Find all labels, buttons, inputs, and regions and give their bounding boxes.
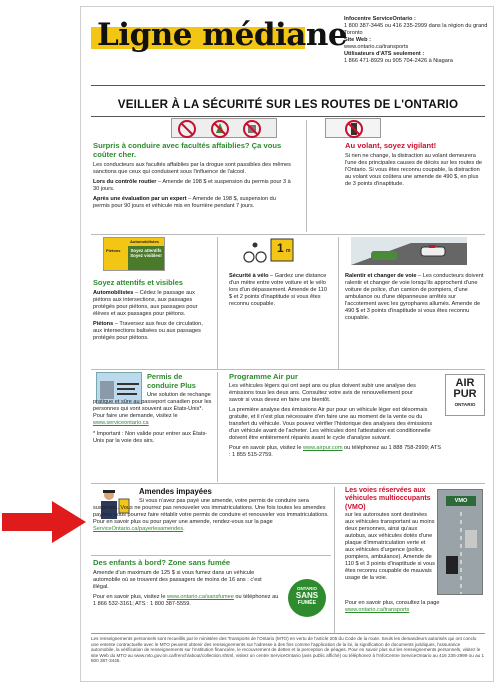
impaired-title: Surpris à conduire avec facultés affaiblies? Ça vous coûter cher. (93, 141, 282, 159)
slowdown-label: Ralentir et changer de voie (345, 273, 417, 279)
fines-section (93, 487, 331, 533)
badge-bottom: FUMÉE (297, 600, 317, 606)
smoke-text: Amende d'un maximum de 125 $ si vous fumez dans un véhicule automobile où se trouvent des passagers de moins de 16 ans : c'est illégal. (93, 570, 262, 590)
attentive-label-2: Piétons (93, 321, 114, 327)
smoke-link[interactable]: www.ontario.ca/sansfumee (167, 594, 234, 600)
attentive-text-1: – Cédez le passage aux piétons aux intersections, aux passages protégés pour piétons, aux passages pour élèves et aux passages pour piétons. (93, 290, 198, 317)
sign-top-text: Automobilistes (130, 239, 159, 244)
impaired-intro: Les conducteurs aux facultés affaiblies par la drogue sont passibles des mêmes sanctions que ceux qui conduisent sous l'influence de l'alcool. (93, 162, 291, 175)
airpur-section (229, 372, 443, 459)
contact-text: www.ontario.ca/transports (344, 44, 409, 50)
contact-text: 1 866 471-8929 ou 905 704-2426 à Niagara (344, 58, 453, 64)
sign-bottom-text: Soyez visibles! (130, 253, 162, 258)
hov-text: sur les autoroutes sont destinées aux véhicules transportant au moins deux personnes, ainsi qu'aux autobus, aux véhicules dotés d'une plaque d'immatriculation verte et aux véhicules d'urgence (police, pompiers, ambulance). Amende de 110 $ et 3 points d'inaptitude si vous êtes reconnu coupable de mauvais usage de la voie. (345, 512, 435, 582)
smoke-more-b: ou téléphonez au 1 866 532-3161; ATS : 1 800 387-5559. (93, 594, 279, 607)
bike-text: – Gardez une distance d'un mètre entre votre voiture et le vélo lors d'un dépassement. Amende de 110 $ et 2 points d'inaptitude si vous êtes reconnu coupable. (229, 273, 327, 307)
permit-text: Une solution de rechange pratique et sûre au passeport canadien pour les personnes qui vont souvent aux États-Unis*. Pour faire une demande, visitez le (93, 392, 212, 419)
hov-section (345, 487, 435, 582)
hov-road-image (437, 489, 483, 595)
newsletter-page (80, 6, 494, 682)
hov-more-text: Pour en savoir plus, consultez la page (345, 600, 440, 606)
vigilant-text: Si rien ne change, la distraction au volant demeurera l'une des principales causes de décès sur les routes de l'Ontario. Si vous êtes reconnu coupable, la distraction au volant vous coûtera une amende de 490 $, en plus de 3 points d'inaptitude. (345, 153, 482, 187)
pedestrian-sign (103, 237, 165, 271)
bike-label: Sécurité à vélo (229, 273, 269, 279)
attentive-section (93, 278, 213, 342)
impaired-section (93, 141, 293, 210)
impaired-label-1: Lors du contrôle routier (93, 179, 157, 185)
divider (338, 237, 339, 369)
attentive-label-1: Automobilistes (93, 290, 134, 296)
attentive-text-2: – Traversez aux feux de circulation, aux intersections balisées ou aux passages protégés pour piétons. (93, 321, 203, 341)
hov-sign: VMO (446, 496, 476, 506)
page-headline: VEILLER À LA SÉCURITÉ SUR LES ROUTES DE L'ONTARIO (117, 98, 459, 111)
airpur-paragraph-2: La première analyse des émissions Air pur pour un véhicule léger est désormais gratuite, et il n'est plus nécessaire d'en faire une au moment de la vente ou du transfert du véhicule. Vous pouvez vérifier l'historique des analyses des émissions d'un véhicule avant de l'acheter. Les véhicules dont l'attestation est conditionnelle doivent être entièrement réparés avant le cycle d'analyse suivant. (229, 407, 433, 441)
divider (91, 483, 485, 484)
smoke-more-a: Pour en savoir plus, visitez le (93, 594, 167, 600)
divider (334, 487, 335, 633)
divider (217, 372, 218, 482)
airpur-paragraph-1: Les véhicules légers qui ont sept ans ou plus doivent subir une analyse des émissions tous les deux ans. Consultez votre avis de renouvellement pour savoir si vous devez en faire une bientôt. (229, 383, 416, 403)
divider (91, 234, 485, 235)
sign-mid-text: Soyez attentifs (130, 248, 162, 253)
divider (91, 555, 331, 556)
impaired-label-2: Après une évaluation par un expert (93, 196, 187, 202)
impaired-icons (171, 118, 277, 138)
header-rule (91, 85, 485, 86)
fines-end: . (183, 526, 185, 532)
airpur-logo (445, 374, 485, 416)
vigilant-title: Au volant, soyez vigilant! (345, 141, 437, 150)
airpur-link[interactable]: www.airpur.com (303, 445, 343, 451)
smoke-section (93, 558, 279, 608)
slowdown-text: – Les conducteurs doivent ralentir et changer de voie lorsqu'ils approchent d'une voiture de police, d'un camion de pompiers, d'une ambulance ou d'une dépanneuse arrêtés sur l'accotement avec les gyrophares allumés. Amende de 490 $ et 3 points d'inaptitude si vous êtes reconnu coupable. (345, 273, 484, 321)
contact-info (344, 16, 492, 65)
badge-top: ONTARIO (297, 586, 317, 591)
footer-rule (91, 633, 485, 634)
airpur-logo-bottom: ONTARIO (454, 402, 476, 407)
slowdown-section (345, 273, 485, 322)
red-arrow-icon (2, 499, 88, 545)
bike-section (229, 273, 329, 308)
impaired-text-1: – Amende de 198 $ et suspension du permis pour 3 à 30 jours. (93, 179, 291, 192)
permit-section (93, 372, 215, 445)
badge-mid: SANS (295, 591, 319, 600)
sign-panel (128, 246, 164, 270)
impaired-text-2: – Amende de 198 $, suspension du permis pour 90 jours et véhicule mis en fourrière pendant 7 jours. (93, 196, 276, 209)
divider (91, 369, 485, 370)
privacy-footer: Les renseignements personnels sont recueillis par le ministère des Transports de l'Ontario (MTO) en vertu de l'article 205 du Code de la route. Seuls les demandeurs autorisés qui ont conclu une entente contractuelle avec le MTO peuvent obtenir des renseignements sur l'adresse à des fins comme l'application de la loi, la signification de documents juridiques, l'assurance automobile, la vérification de renseignements sur l'institution financière, le recouvrement de dettes et la perception de péages. Pour en savoir plus sur les renseignements personnels, visitez le site Web du MTO au www.mto.gov.on.ca/french/about/collection.shtml, visitez un centre ServiceOntario (avis public affiché) ou téléphonez à l'InfoCentre ServiceOntario au 416 235-2999 ou au 1 800 387-3445. (91, 636, 485, 664)
masthead (91, 15, 348, 59)
police-car-illustration (351, 237, 467, 265)
newsletter-title: Ligne médiane (97, 17, 348, 53)
airpur-logo-mid: PUR (453, 388, 477, 400)
hov-title: Les voies réservées aux véhicules multioccupants (VMO) (345, 487, 431, 511)
fines-title: Amendes impayées (139, 487, 212, 496)
attentive-title: Soyez attentifs et visibles (93, 278, 183, 287)
contact-text: 1 800 387-3445 ou 416 235-2999 dans la région du grand Toronto (344, 23, 488, 36)
headline-rule (91, 116, 485, 117)
no-drinking-icon (172, 119, 278, 139)
hov-more (345, 600, 485, 614)
bike-distance-sign (237, 237, 297, 265)
smoke-title: Des enfants à bord? Zone sans fumée (93, 558, 231, 567)
smoke-free-badge (288, 579, 326, 617)
airpur-more-a: Pour en savoir plus, visitez le (229, 445, 303, 451)
fines-text: Si vous n'avez pas payé une amende, votre permis de conduire sera suspendu. Vous ne pourrez pas renouveler vos immatriculations. Une fois toutes les amendes payées, vous pourrez faire rétablir votre permis de conduire et renouveler vos immatriculations. Pour en savoir plus ou pour payer une amende, rendez-vous sur la page (93, 498, 329, 525)
airpur-title: Programme Air pur (229, 372, 298, 381)
bike-sign-number: 1 (277, 241, 284, 255)
fines-link[interactable]: ServiceOntario.ca/payerlesamendes (93, 526, 184, 532)
airpur-more-b: ou téléphonez au 1 888 758-2999; ATS : 1 855 515-2759. (229, 445, 441, 458)
airpur-logo-top: AIR (455, 377, 475, 389)
contact-label: Site Web : (344, 37, 371, 43)
sign-side-text: Piétons (106, 248, 121, 253)
divider (306, 120, 307, 232)
divider (217, 237, 218, 369)
permit-note: * Important : Non valide pour entrer aux États-Unis par la voie des airs. (93, 431, 208, 444)
hov-link[interactable]: www.ontario.ca/transports (345, 607, 410, 613)
contact-label: Infocentre ServiceOntario : (344, 16, 416, 22)
permit-link[interactable]: www.serviceontario.ca (93, 420, 149, 426)
vigilant-section (345, 141, 485, 188)
contact-label: Utilisateurs d'ATS seulement : (344, 51, 425, 57)
bike-sign-unit: m (286, 248, 291, 254)
permit-title: Permis de conduire Plus (147, 372, 196, 390)
phone-no-icon (325, 118, 381, 138)
